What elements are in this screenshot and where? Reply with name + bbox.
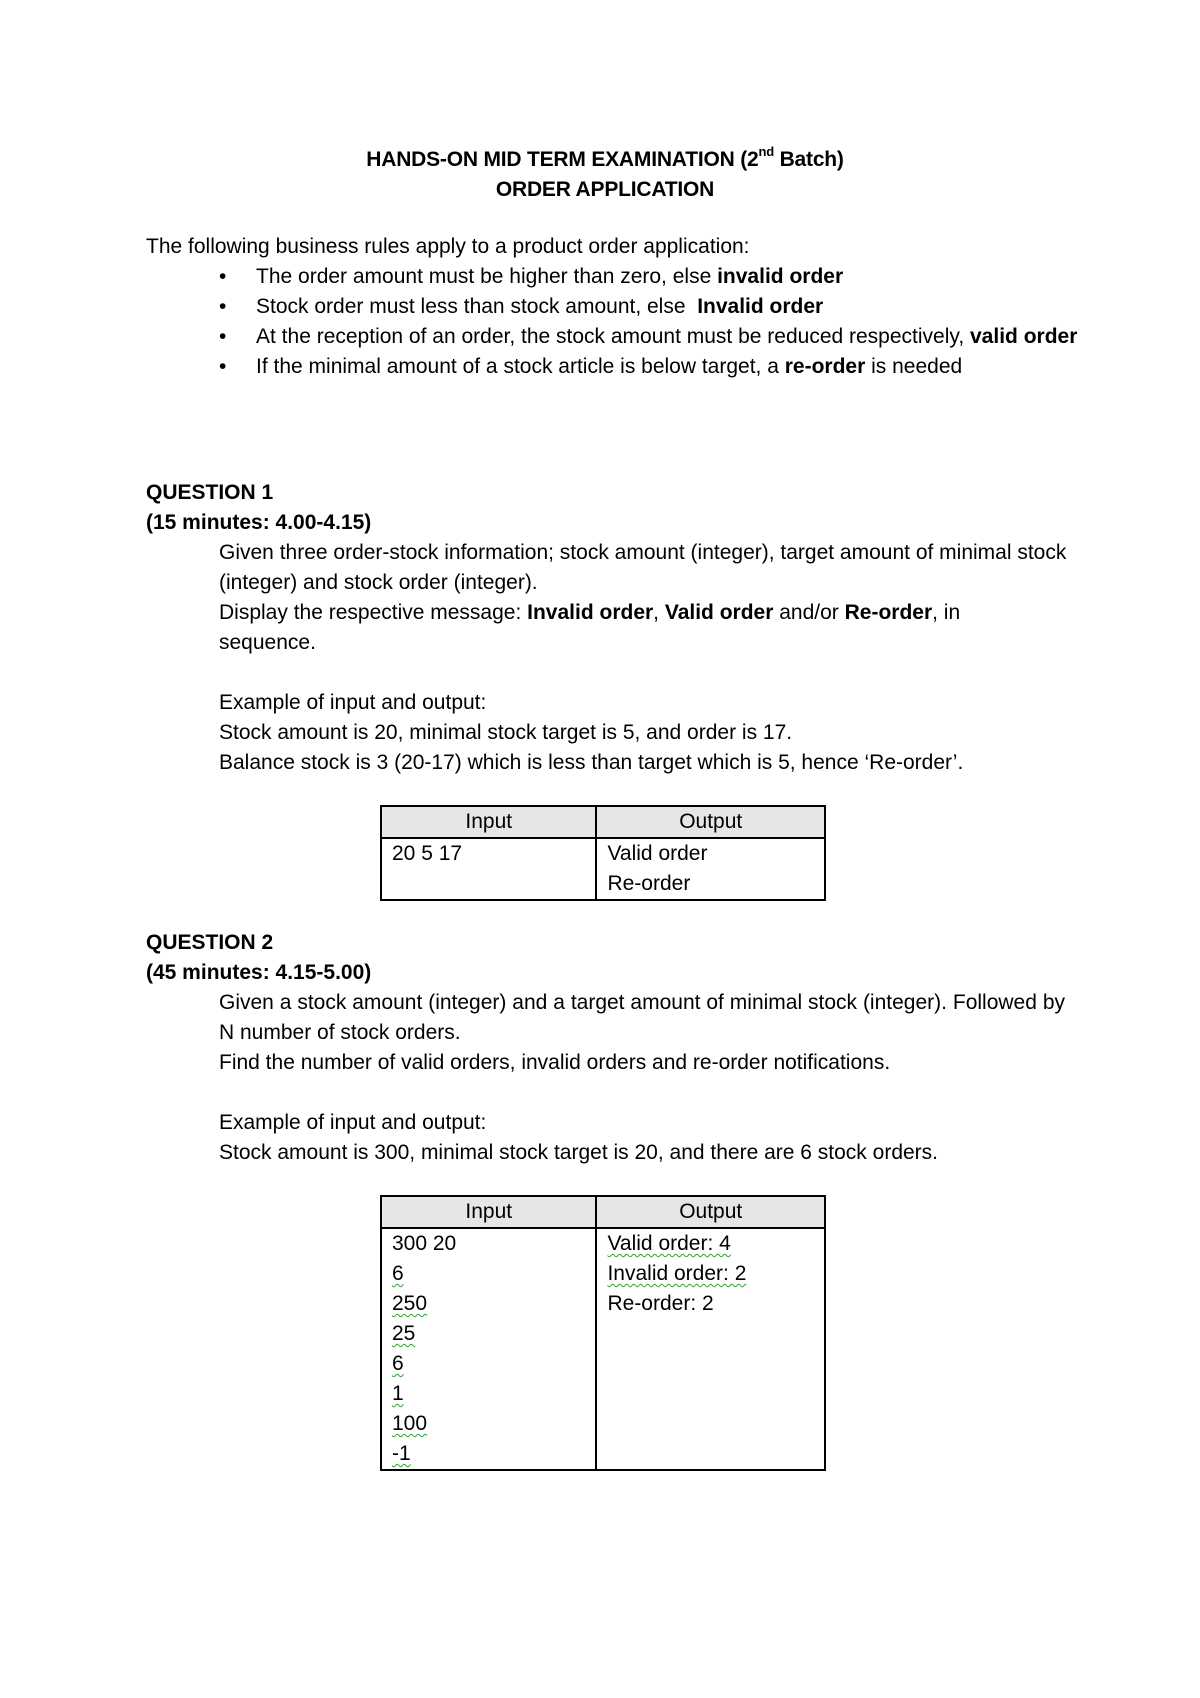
question-1-description: Given three order-stock information; stock amount (integer), target amount of minimal stock (integer) and stock order (integer). [219,541,1067,594]
table-header-input: Input [381,806,596,838]
question-1-section [146,478,1086,778]
rule-text: The order amount must be higher than zero, else [256,265,718,288]
input-value: 1 [392,1382,404,1405]
instruction-text: and/or [773,601,845,624]
instruction-text: , [653,601,665,624]
input-line [392,1259,585,1289]
question-2-example-line: Stock amount is 300, minimal stock target is 20, and there are 6 stock orders. [219,1141,939,1164]
question-1-example-line: Stock amount is 20, minimal stock target is 5, and order is 17. [219,721,793,744]
question-1-example-label: Example of input and output: [219,691,487,714]
instruction-keyword: Re-order [844,601,933,624]
bullet-icon: • [219,355,227,378]
rule-keyword: valid order [970,325,1078,348]
output-cell [596,838,825,900]
input-line [392,1289,585,1319]
exam-title [0,145,1200,175]
question-2-heading: QUESTION 2 [146,931,274,954]
output-value: Valid order: 4 [607,1232,731,1255]
output-line [607,1259,814,1289]
table-header-input: Input [381,1196,596,1228]
input-value: 6 [392,1352,404,1375]
instruction-keyword: Invalid order [527,601,654,624]
input-value: 25 [392,1322,416,1345]
rule-keyword: re-order [784,355,866,378]
exam-title-suffix: Batch) [773,148,844,171]
rule-item [146,352,1086,382]
rule-text-after: is needed [865,355,963,378]
business-rules-section [146,232,1096,382]
exam-title-superscript: nd [758,144,774,159]
question-2-body [219,988,1067,1168]
exam-subtitle: ORDER APPLICATION [495,178,715,201]
bullet-icon: • [219,265,227,288]
question-1-example-line: Balance stock is 3 (20-17) which is less than target which is 5, hence ‘Re-order’. [219,751,964,774]
rule-item [146,322,1086,352]
table-header-output: Output [596,1196,825,1228]
question-2-example-label: Example of input and output: [219,1111,487,1134]
bullet-icon: • [219,295,227,318]
input-line: 20 5 17 [392,842,463,865]
input-line [392,1349,585,1379]
rule-item [146,292,1086,322]
output-line: Re-order: 2 [607,1292,714,1315]
question-1-heading: QUESTION 1 [146,481,274,504]
instruction-keyword: Valid order [664,601,774,624]
rule-keyword: invalid order [717,265,844,288]
rule-item [146,262,1086,292]
output-line: Valid order [607,842,708,865]
output-line: Re-order [607,872,691,895]
input-cell [381,1228,596,1470]
table-header-output: Output [596,806,825,838]
input-value: -1 [392,1442,411,1465]
instruction-text: , in sequence. [219,601,961,654]
table-row [381,1228,825,1470]
table-row [381,838,825,900]
input-line [392,1409,585,1439]
question-2-io-table [380,1195,826,1471]
input-value: 100 [392,1412,428,1435]
bullet-icon: • [219,325,227,348]
rules-list [146,262,1096,382]
input-line [392,1439,585,1469]
question-1-time: (15 minutes: 4.00-4.15) [146,511,372,534]
question-1-io-table [380,805,826,901]
instruction-text: Display the respective message: [219,601,528,624]
question-2-description: Given a stock amount (integer) and a target amount of minimal stock (integer). Followed by N number of stock orders. [219,991,1065,1044]
output-cell [596,1228,825,1470]
input-line: 300 20 [392,1232,457,1255]
input-value: 250 [392,1292,428,1315]
question-1-instruction [219,598,1059,658]
input-cell [381,838,596,900]
rule-text: If the minimal amount of a stock article is below target, a [256,355,785,378]
intro-text: The following business rules apply to a product order application: [146,235,750,258]
exam-title-prefix: HANDS-ON MID TERM EXAMINATION (2 [366,148,759,171]
output-line [607,1229,814,1259]
question-2-section [146,928,1086,1168]
document-title [0,145,1200,205]
input-line [392,1319,585,1349]
rule-keyword: Invalid order [697,295,824,318]
input-value: 6 [392,1262,404,1285]
question-2-instruction: Find the number of valid orders, invalid orders and re-order notifications. [219,1051,891,1074]
input-line [392,1379,585,1409]
output-value: Invalid order: 2 [607,1262,747,1285]
question-2-time: (45 minutes: 4.15-5.00) [146,961,372,984]
rule-text: Stock order must less than stock amount, else [256,295,698,318]
rule-text: At the reception of an order, the stock amount must be reduced respectively, [256,325,970,348]
question-1-body [219,538,1067,778]
